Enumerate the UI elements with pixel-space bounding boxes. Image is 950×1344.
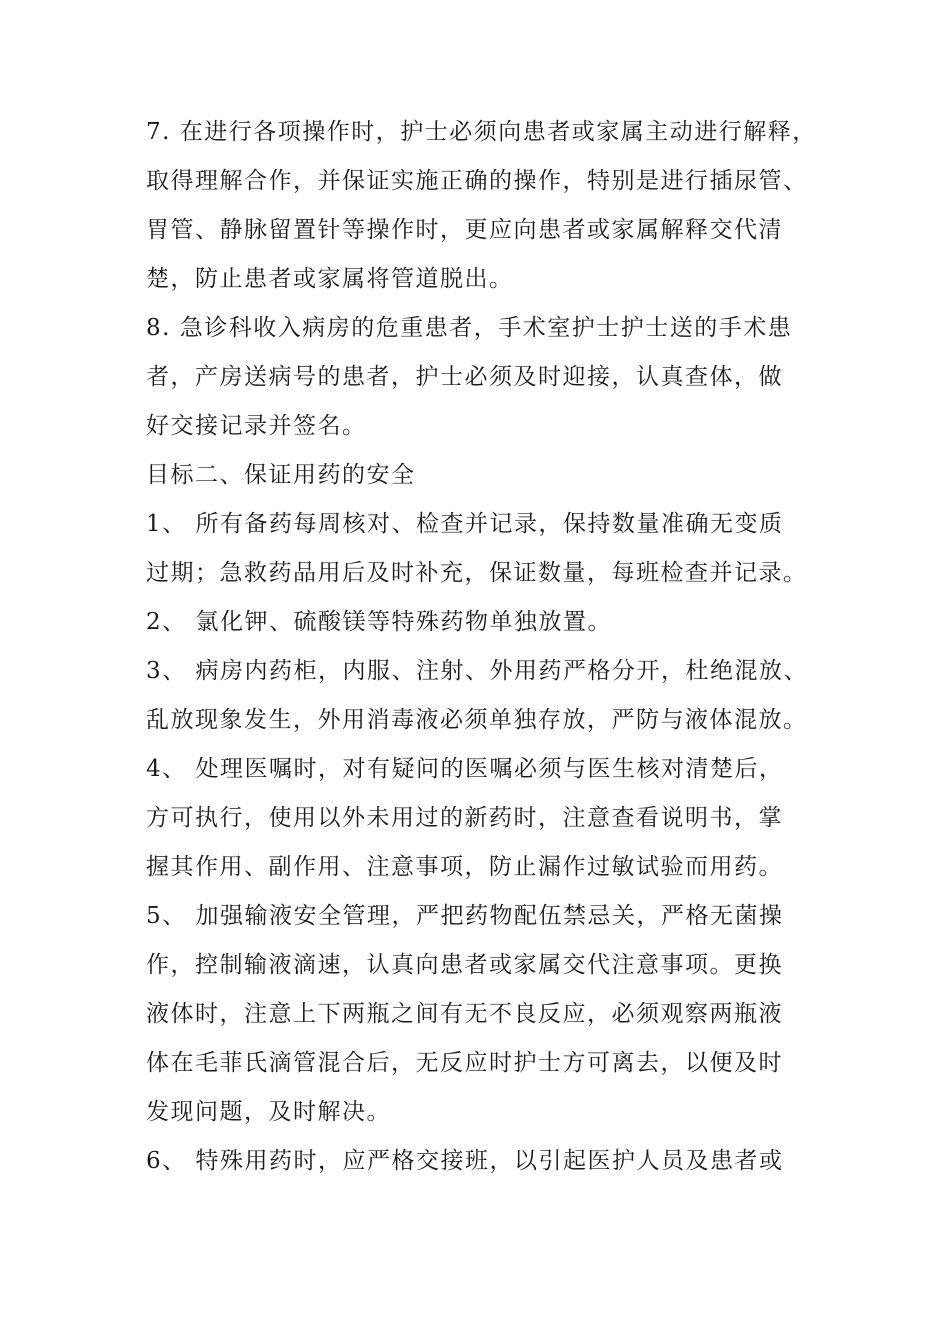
text-line: 体在毛菲氏滴管混合后，无反应时护士方可离去，以便及时 [146, 1050, 783, 1076]
text-line: 作，控制输液滴速，认真向患者或家属交代注意事项。更换 [146, 952, 783, 978]
document-body [146, 108, 816, 1186]
text-line: 取得理解合作，并保证实施正确的操作，特别是进行插尿管、 [146, 168, 808, 194]
section-heading: 目标二、保证用药的安全 [146, 462, 416, 488]
text-line: 1、 所有备药每周核对、检查并记录，保持数量准确无变质 [146, 511, 784, 537]
text-line: 发现问题，及时解决。 [146, 1099, 391, 1125]
text-line: 4、 处理医嘱时，对有疑问的医嘱必须与医生核对清楚后， [146, 756, 784, 782]
text-line: 楚，防止患者或家属将管道脱出。 [146, 266, 514, 292]
text-line: 8. 急诊科收入病房的危重患者，手术室护士护士送的手术患 [146, 315, 793, 341]
text-line: 者，产房送病号的患者，护士必须及时迎接，认真查体，做 [146, 364, 783, 390]
text-line: 7. 在进行各项操作时，护士必须向患者或家属主动进行解释， [146, 119, 817, 145]
text-line: 握其作用、副作用、注意事项，防止漏作过敏试验而用药。 [146, 854, 783, 880]
text-line: 6、 特殊用药时，应严格交接班，以引起医护人员及患者或 [146, 1148, 784, 1174]
text-line: 乱放现象发生，外用消毒液必须单独存放，严防与液体混放。 [146, 707, 808, 733]
text-line: 液体时，注意上下两瓶之间有无不良反应，必须观察两瓶液 [146, 1001, 783, 1027]
text-line: 2、 氯化钾、硫酸镁等特殊药物单独放置。 [146, 609, 612, 635]
text-line: 方可执行，使用以外未用过的新药时，注意查看说明书，掌 [146, 805, 783, 831]
text-line: 胃管、静脉留置针等操作时，更应向患者或家属解释交代清 [146, 217, 783, 243]
text-line: 5、 加强输液安全管理，严把药物配伍禁忌关，严格无菌操 [146, 903, 784, 929]
text-line: 3、 病房内药柜，内服、注射、外用药严格分开，杜绝混放、 [146, 658, 808, 684]
text-line: 过期；急救药品用后及时补充，保证数量，每班检查并记录。 [146, 560, 808, 586]
text-line: 好交接记录并签名。 [146, 413, 367, 439]
